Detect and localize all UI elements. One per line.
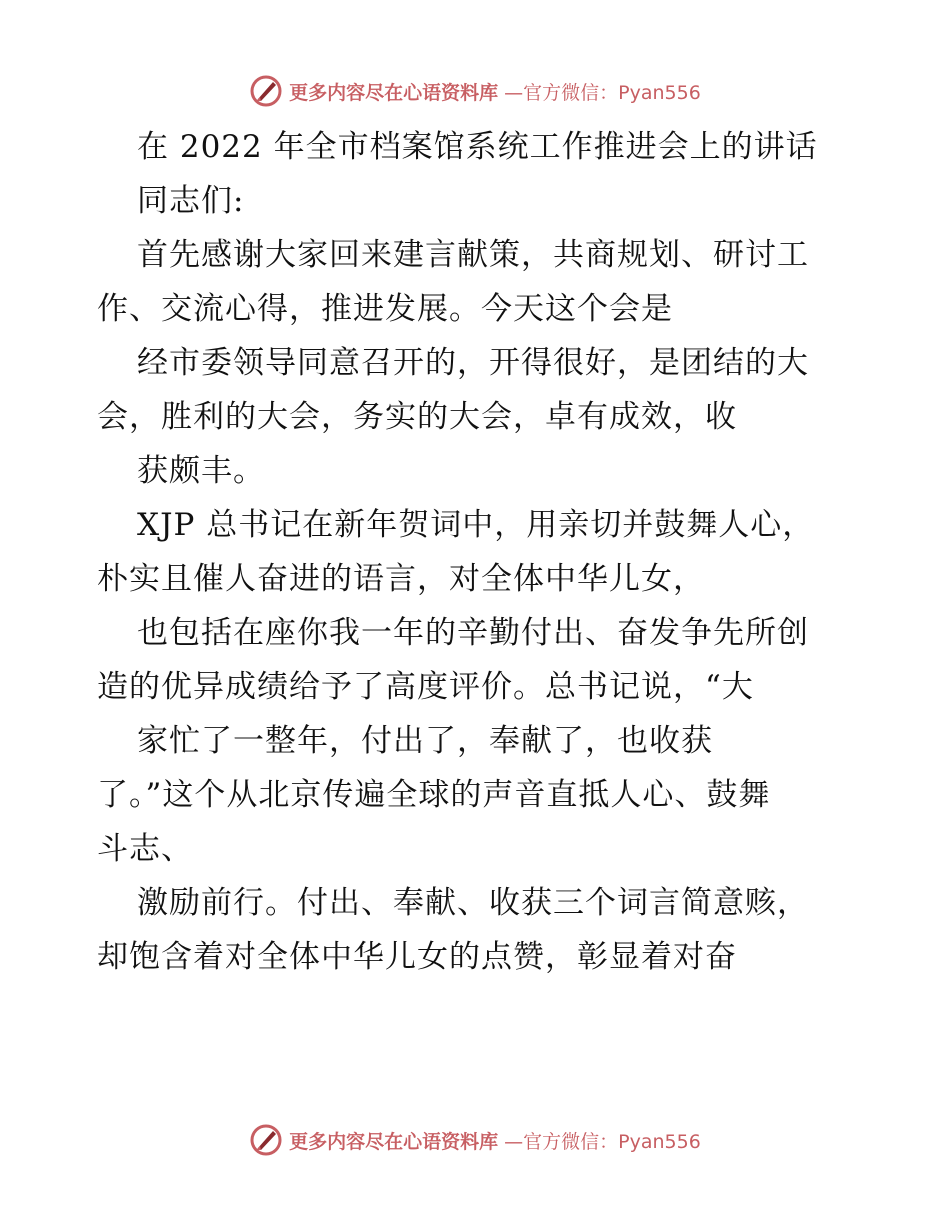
header-wechat-text: —官方微信：Pyan556 <box>504 81 701 104</box>
paragraph-line: 却饱含着对全体中华儿女的点赞，彰显着对奋 <box>97 939 737 975</box>
paragraph-line: 获颇丰。 <box>137 453 265 489</box>
paragraph-line: 作、交流心得，推进发展。今天这个会是 <box>97 291 673 327</box>
paragraph-line: 经市委领导同意召开的，开得很好，是团结的大 <box>137 345 809 381</box>
paragraph-line: 朴实且催人奋进的语言，对全体中华儿女， <box>97 561 705 597</box>
paragraph-line: XJP 总书记在新年贺词中，用亲切并鼓舞人心， <box>137 507 815 543</box>
paragraph-line: 造的优异成绩给予了高度评价。总书记说，“大 <box>97 669 754 705</box>
paragraph-line: 也包括在座你我一年的辛勤付出、奋发争先所创 <box>137 615 809 651</box>
quill-pen-logo-icon <box>249 74 283 108</box>
header-banner <box>0 68 950 114</box>
footer-banner <box>0 1117 950 1163</box>
header-promo-text: 更多内容尽在心语资料库 <box>289 81 499 104</box>
footer-wechat-text: —官方微信：Pyan556 <box>504 1130 701 1153</box>
footer-promo-text: 更多内容尽在心语资料库 <box>289 1130 499 1153</box>
document-body <box>97 120 857 984</box>
document-title: 在 2022 年全市档案馆系统工作推进会上的讲话 <box>137 129 818 165</box>
paragraph-line: 首先感谢大家回来建言献策，共商规划、研讨工 <box>137 237 809 273</box>
paragraph-line: 了。”这个从北京传遍全球的声音直抵人心、鼓舞 <box>97 777 771 813</box>
paragraph-line: 家忙了一整年，付出了，奉献了，也收获 <box>137 723 713 759</box>
paragraph-line: 会，胜利的大会，务实的大会，卓有成效，收 <box>97 399 737 435</box>
quill-pen-logo-icon <box>249 1123 283 1157</box>
salutation: 同志们: <box>137 183 245 219</box>
paragraph-line: 斗志、 <box>97 831 193 867</box>
paragraph-line: 激励前行。付出、奉献、收获三个词言简意赅， <box>137 885 809 921</box>
